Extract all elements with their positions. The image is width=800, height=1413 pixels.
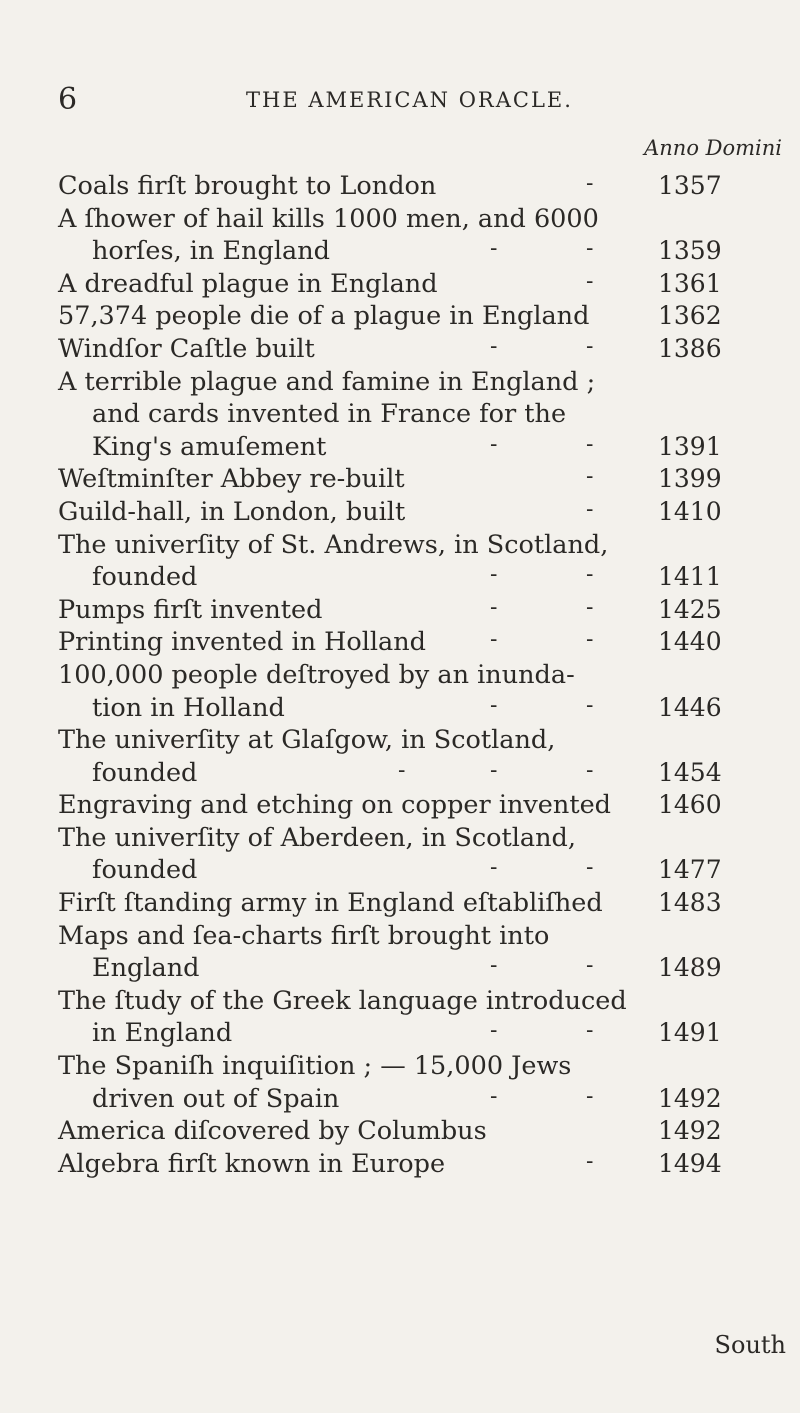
chronology-entry (58, 170, 768, 203)
entry-year: 1359 (658, 236, 722, 266)
leader-dash: - (586, 431, 594, 457)
entry-year: 1399 (658, 464, 722, 494)
chronology-entry (58, 496, 768, 529)
entry-text-line: America diſcovered by Columbus (58, 1116, 487, 1147)
chronology-entry (58, 268, 768, 301)
entry-year: 1460 (658, 790, 722, 820)
entry-text-line: Engraving and etching on copper invented (58, 790, 611, 821)
leader-dash: - (586, 236, 594, 262)
entry-year: 1391 (658, 431, 722, 461)
entry-text-line: Windſor Caſtle built (58, 333, 315, 364)
chronology-entry (58, 1148, 768, 1181)
page-number: 6 (58, 82, 78, 117)
chronology-entry (58, 463, 768, 496)
entry-year: 1454 (658, 757, 722, 787)
entry-text-line: A terrible plague and famine in England ; (58, 366, 596, 397)
entry-text-line: A dreadful plague in England (58, 268, 438, 299)
entry-text-line: 100,000 people deſtroyed by an inunda- (58, 659, 575, 690)
chronology-entry (58, 887, 768, 920)
running-title: THE AMERICAN ORACLE. (246, 88, 573, 112)
entry-year: 1477 (658, 855, 722, 885)
chronology-entry (58, 300, 768, 333)
leader-dash: - (490, 855, 498, 881)
leader-dash: - (490, 627, 498, 653)
entry-text-line: King's amuſement (92, 431, 327, 462)
catchword: South (714, 1331, 786, 1359)
entry-year: 1491 (658, 1018, 722, 1048)
leader-dash: - (586, 627, 594, 653)
chronology-entry (58, 594, 768, 627)
leader-dash: - (398, 757, 406, 783)
leader-dash: - (490, 1083, 498, 1109)
leader-dash: - (586, 496, 594, 522)
entry-text-line: founded (92, 562, 198, 593)
entry-text-line: in England (92, 1018, 233, 1049)
leader-dash: - (490, 236, 498, 262)
entry-text-line: Firſt ſtanding army in England eſtabliſhed (58, 888, 603, 919)
entry-year: 1357 (658, 171, 722, 200)
chronology-entry (58, 985, 768, 1050)
leader-dash: - (586, 1083, 594, 1109)
leader-dash: - (586, 692, 594, 718)
leader-dash: - (586, 562, 594, 588)
entry-text-line: driven out of Spain (92, 1083, 340, 1114)
chronology-entry (58, 1115, 768, 1148)
chronology-entry (58, 920, 768, 985)
leader-dash: - (586, 333, 594, 359)
entry-year: 1411 (658, 562, 722, 592)
entry-text-line: Printing invented in Holland (58, 627, 426, 658)
chronology-entry (58, 1050, 768, 1115)
entry-text-line: founded (92, 757, 198, 788)
entry-year: 1492 (658, 1116, 722, 1146)
leader-dash: - (586, 757, 594, 783)
entry-text-line: Weſtminſter Abbey re-built (58, 464, 405, 495)
entry-text-line: The univerſity at Glaſgow, in Scotland, (58, 725, 556, 756)
entry-year: 1494 (658, 1148, 722, 1178)
entry-text-line: A ſhower of hail kills 1000 men, and 6000 (58, 203, 599, 234)
chronology-list (58, 170, 768, 1180)
leader-dash: - (586, 171, 594, 196)
entry-text-line: The Spaniſh inquiſition ; — 15,000 Jews (58, 1051, 572, 1082)
chronology-entry (58, 659, 768, 724)
entry-text-line: Guild-hall, in London, built (58, 496, 406, 527)
entry-year: 1362 (658, 301, 722, 331)
leader-dash: - (586, 268, 594, 294)
entry-text-line: The univerſity of St. Andrews, in Scotland, (58, 529, 609, 560)
leader-dash: - (586, 594, 594, 620)
leader-dash: - (490, 431, 498, 457)
chronology-entry (58, 626, 768, 659)
page-header (58, 82, 758, 118)
entry-text-line: England (92, 953, 200, 984)
entry-year: 1425 (658, 594, 722, 624)
leader-dash: - (586, 855, 594, 881)
leader-dash: - (586, 1148, 594, 1174)
entry-year: 1483 (658, 888, 722, 918)
leader-dash: - (490, 562, 498, 588)
entry-text-line: 57,374 people die of a plague in England (58, 301, 590, 332)
leader-dash: - (586, 464, 594, 490)
entry-year: 1489 (658, 953, 722, 983)
entry-text-line: horſes, in England (92, 236, 330, 267)
leader-dash: - (490, 757, 498, 783)
entry-year: 1446 (658, 692, 722, 722)
entry-text-line: Pumps firſt invented (58, 594, 323, 625)
entry-text-line: and cards invented in France for the (92, 399, 567, 430)
chronology-entry (58, 724, 768, 789)
entry-text-line: Algebra firſt known in Europe (58, 1148, 446, 1179)
entry-year: 1440 (658, 627, 722, 657)
chronology-entry (58, 822, 768, 887)
chronology-entry (58, 789, 768, 822)
entry-text-line: The univerſity of Aberdeen, in Scotland, (58, 822, 576, 853)
leader-dash: - (490, 333, 498, 359)
leader-dash: - (586, 1018, 594, 1044)
chronology-entry (58, 203, 768, 268)
entry-text-line: Coals firſt brought to London (58, 171, 437, 201)
leader-dash: - (490, 1018, 498, 1044)
entry-text-line: The ſtudy of the Greek language introduced (58, 985, 627, 1016)
column-heading: Anno Domini (644, 136, 782, 160)
leader-dash: - (586, 953, 594, 979)
entry-year: 1361 (658, 268, 722, 298)
leader-dash: - (490, 594, 498, 620)
leader-dash: - (490, 953, 498, 979)
entry-text-line: founded (92, 855, 198, 886)
leader-dash: - (490, 692, 498, 718)
entry-year: 1410 (658, 496, 722, 526)
chronology-entry (58, 529, 768, 594)
entry-text-line: Maps and ſea-charts firſt brought into (58, 920, 550, 951)
entry-text-line: tion in Holland (92, 692, 285, 723)
entry-year: 1492 (658, 1083, 722, 1113)
entry-year: 1386 (658, 333, 722, 363)
chronology-entry (58, 366, 768, 464)
chronology-entry (58, 333, 768, 366)
